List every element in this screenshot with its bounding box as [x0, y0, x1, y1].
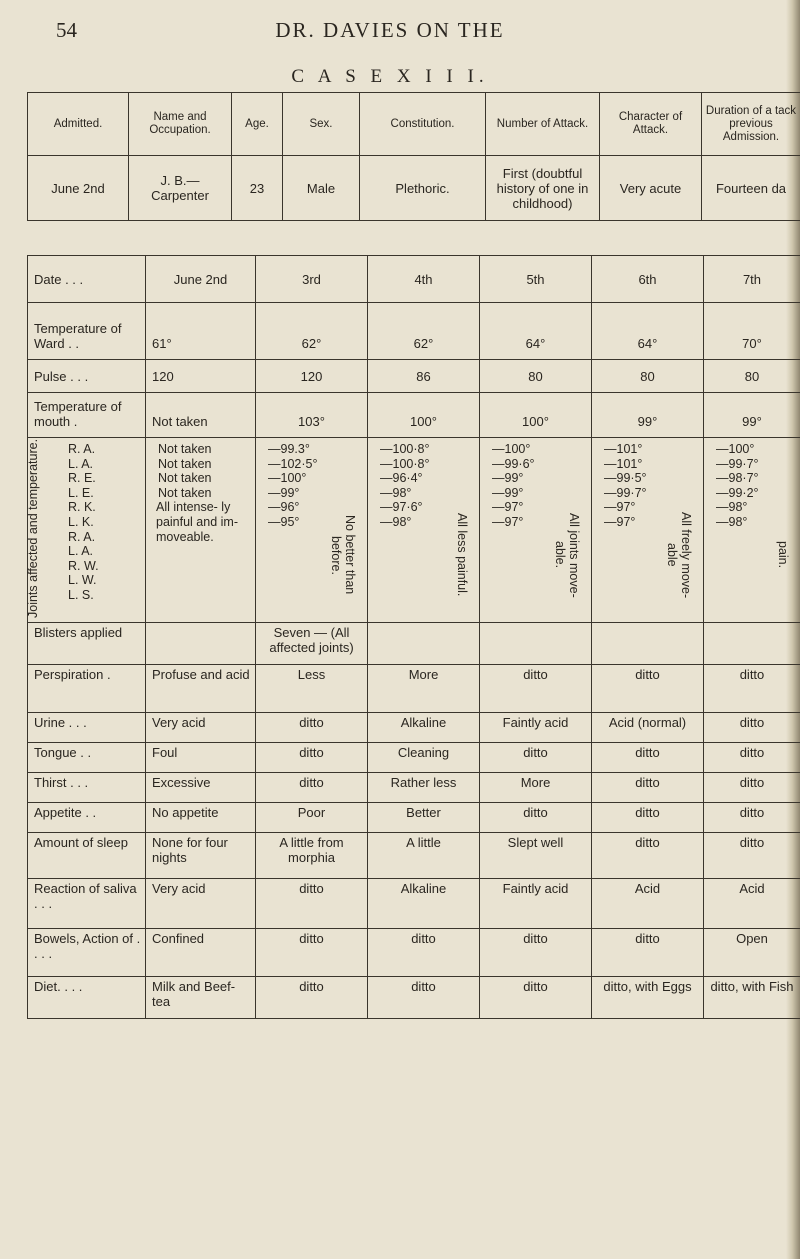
row-value	[368, 623, 480, 665]
joint-name: L. A.	[68, 456, 94, 471]
row-value: Less	[256, 665, 368, 713]
admission-header-cell: Sex.	[283, 93, 360, 156]
joint-name: L. W.	[68, 573, 97, 588]
row-value: ditto	[592, 803, 704, 833]
admission-value-cell: Male	[283, 156, 360, 221]
row-bowels-action-of	[28, 929, 800, 977]
admission-value-cell: First (doubtful history of one in childhood)	[486, 156, 600, 221]
row-value: ditto	[480, 977, 592, 1019]
row-value: 103°	[256, 393, 368, 438]
joint-temps	[716, 442, 759, 530]
joints-cell	[480, 438, 592, 623]
row-diet	[28, 977, 800, 1019]
row-value: ditto	[480, 929, 592, 977]
row-value: ditto	[704, 665, 800, 713]
row-value: ditto	[704, 773, 800, 803]
joint-temp: —96°	[268, 500, 300, 515]
row-label: Diet. . . .	[28, 977, 146, 1019]
admission-header-cell: Age.	[232, 93, 283, 156]
joint-name: R. E.	[68, 471, 96, 486]
row-value: Very acid	[146, 713, 256, 743]
row-value: Better	[368, 803, 480, 833]
admission-value-cell: J. B.— Carpenter	[129, 156, 232, 221]
row-appetite	[28, 803, 800, 833]
joint-name: R. K.	[68, 500, 96, 515]
joint-temps	[380, 442, 429, 530]
joint-temp: —99·2°	[716, 485, 759, 500]
joint-temp: —96·4°	[380, 471, 423, 486]
row-value: 120	[146, 360, 256, 393]
row-value: A little from morphia	[256, 833, 368, 879]
row-value: 61°	[146, 303, 256, 360]
row-label: Reaction of saliva . . .	[28, 879, 146, 929]
admission-header-row	[28, 93, 800, 156]
joints-cell	[256, 438, 368, 623]
row-tongue	[28, 743, 800, 773]
row-value: No appetite	[146, 803, 256, 833]
row-value: 120	[256, 360, 368, 393]
joints-row	[28, 438, 800, 623]
row-value: 80	[480, 360, 592, 393]
row-value: ditto	[256, 879, 368, 929]
joint-names	[68, 442, 99, 603]
date-cell: 7th	[704, 256, 800, 303]
row-value: ditto	[592, 833, 704, 879]
row-label: Urine . . .	[28, 713, 146, 743]
row-value: ditto	[592, 773, 704, 803]
row-value: Faintly acid	[480, 713, 592, 743]
admission-header-cell: Name and Occupation.	[129, 93, 232, 156]
row-value: 99°	[592, 393, 704, 438]
joint-temp: —97·6°	[380, 500, 423, 515]
joints-label-cell	[28, 438, 146, 623]
row-value: 62°	[368, 303, 480, 360]
joints-note: No better than before.	[329, 515, 357, 595]
observations-table	[27, 255, 800, 1019]
row-value: Foul	[146, 743, 256, 773]
joint-temp: —100·8°	[380, 442, 430, 456]
joint-temps	[492, 442, 535, 530]
row-value: 70°	[704, 303, 800, 360]
row-value: 62°	[256, 303, 368, 360]
joint-name: R. A.	[68, 442, 96, 456]
row-value: Alkaline	[368, 879, 480, 929]
admission-table	[27, 92, 800, 221]
joint-temp: —99°	[492, 485, 524, 500]
row-temperature-of-mouth	[28, 393, 800, 438]
row-value: ditto	[256, 773, 368, 803]
row-label: Pulse . . .	[28, 360, 146, 393]
joint-temp: —100·8°	[380, 456, 430, 471]
joint-temp: —99·7°	[716, 456, 759, 471]
joint-temp: Not taken	[158, 471, 212, 486]
joint-temp: Not taken	[158, 485, 212, 500]
row-value: Confined	[146, 929, 256, 977]
row-value: ditto	[704, 833, 800, 879]
admission-value-cell: Very acute	[600, 156, 702, 221]
date-row	[28, 256, 800, 303]
row-value: 80	[704, 360, 800, 393]
row-value: ditto	[592, 929, 704, 977]
joints-cell	[592, 438, 704, 623]
row-pulse	[28, 360, 800, 393]
joint-temp: —97°	[604, 514, 636, 529]
joints-cell	[368, 438, 480, 623]
row-value: Poor	[256, 803, 368, 833]
date-cell: 5th	[480, 256, 592, 303]
joint-name: R. W.	[68, 558, 99, 573]
row-label: Thirst . . .	[28, 773, 146, 803]
admission-value-cell: Plethoric.	[360, 156, 486, 221]
row-label: Amount of sleep	[28, 833, 146, 879]
row-value: ditto	[368, 929, 480, 977]
joint-temp: —98°	[716, 500, 748, 515]
date-cell: June 2nd	[146, 256, 256, 303]
row-label: Bowels, Action of . . . .	[28, 929, 146, 977]
row-value: 80	[592, 360, 704, 393]
row-label: Temperature of Ward . .	[28, 303, 146, 360]
row-value: Acid	[592, 879, 704, 929]
symptom-rows	[28, 623, 800, 1019]
row-value: ditto	[480, 743, 592, 773]
joint-temp: —99°	[492, 471, 524, 486]
row-value: ditto	[592, 743, 704, 773]
case-number: C A S E X I I I.	[291, 66, 489, 87]
joint-temp: —98°	[716, 514, 748, 529]
row-value: ditto, with Fish	[704, 977, 800, 1019]
joint-temp: Not taken	[158, 442, 212, 456]
joint-name: L. A.	[68, 544, 94, 559]
admission-header-cell: Number of Attack.	[486, 93, 600, 156]
row-value: Acid (normal)	[592, 713, 704, 743]
row-value: Very acid	[146, 879, 256, 929]
joint-name: L. E.	[68, 485, 94, 500]
joint-temp: —100°	[492, 442, 531, 456]
admission-value-cell: June 2nd	[28, 156, 129, 221]
row-label: Appetite . .	[28, 803, 146, 833]
joints-note: All joints move- able.	[553, 512, 581, 598]
row-value: None for four nights	[146, 833, 256, 879]
row-label: Tongue . .	[28, 743, 146, 773]
running-title: DR. DAVIES ON THE	[275, 18, 505, 42]
row-value: ditto	[592, 665, 704, 713]
row-label: Blisters applied	[28, 623, 146, 665]
row-perspiration	[28, 665, 800, 713]
row-value: 100°	[480, 393, 592, 438]
admission-header-cell: Duration of a tack previous Admission.	[702, 93, 800, 156]
row-value: Open	[704, 929, 800, 977]
row-value: ditto	[704, 803, 800, 833]
admission-header-cell: Admitted.	[28, 93, 129, 156]
row-value: ditto	[256, 977, 368, 1019]
row-reaction-of-saliva	[28, 879, 800, 929]
row-value: ditto, with Eggs	[592, 977, 704, 1019]
row-amount-of-sleep	[28, 833, 800, 879]
joint-temp: —97°	[492, 514, 524, 529]
row-value	[704, 623, 800, 665]
row-value: ditto	[256, 743, 368, 773]
row-value: ditto	[704, 743, 800, 773]
row-value: ditto	[480, 803, 592, 833]
joint-temp: —98°	[380, 514, 412, 529]
joint-temp: —99·7°	[604, 485, 647, 500]
row-value: Rather less	[368, 773, 480, 803]
date-cell: 3rd	[256, 256, 368, 303]
row-value	[592, 623, 704, 665]
row-value: Cleaning	[368, 743, 480, 773]
row-value: ditto	[256, 929, 368, 977]
joint-temp: —100°	[716, 442, 755, 456]
joint-temps	[268, 442, 317, 530]
row-value: 64°	[592, 303, 704, 360]
joint-temp: —95°	[268, 514, 300, 529]
row-value: ditto	[704, 713, 800, 743]
joint-temp: —100°	[268, 471, 307, 486]
joint-name: L. S.	[68, 587, 94, 602]
joint-temp: —98°	[380, 485, 412, 500]
row-value: 99°	[704, 393, 800, 438]
row-value: Alkaline	[368, 713, 480, 743]
joint-temp: —97°	[604, 500, 636, 515]
joints-note: All less painful.	[455, 513, 469, 597]
admission-value-cell: Fourteen da	[702, 156, 800, 221]
joints-cell	[146, 438, 256, 623]
joint-temp: —102·5°	[268, 456, 318, 471]
row-value: ditto	[368, 977, 480, 1019]
row-value: More	[480, 773, 592, 803]
date-label: Date . . .	[28, 256, 146, 303]
joints-cell	[704, 438, 800, 623]
row-value: Acid	[704, 879, 800, 929]
row-value: A little	[368, 833, 480, 879]
joint-temp: Not taken	[158, 456, 212, 471]
page-number: 54	[56, 18, 77, 42]
row-value: Milk and Beef-tea	[146, 977, 256, 1019]
vital-rows	[28, 303, 800, 438]
joint-name: L. K.	[68, 514, 94, 529]
row-value: Not taken	[146, 393, 256, 438]
joint-temp: —99·5°	[604, 471, 647, 486]
admission-value-row	[28, 156, 800, 221]
admission-header-cell: Constitution.	[360, 93, 486, 156]
row-temperature-of-ward	[28, 303, 800, 360]
joints-note: All intense- ly painful and im- moveable.	[156, 500, 238, 544]
joint-temps	[604, 442, 647, 530]
joint-temp: —97°	[492, 500, 524, 515]
admission-header-cell: Character of Attack.	[600, 93, 702, 156]
row-thirst	[28, 773, 800, 803]
row-value: Excessive	[146, 773, 256, 803]
joint-temp: —98·7°	[716, 471, 759, 486]
row-value: Slept well	[480, 833, 592, 879]
row-value: ditto	[480, 665, 592, 713]
row-urine	[28, 713, 800, 743]
joints-label: Joints affected and temperature.	[26, 438, 40, 618]
date-cell: 4th	[368, 256, 480, 303]
row-label: Temperature of mouth .	[28, 393, 146, 438]
row-value: More	[368, 665, 480, 713]
row-value: Faintly acid	[480, 879, 592, 929]
admission-value-cell: 23	[232, 156, 283, 221]
row-value: 64°	[480, 303, 592, 360]
row-value: 86	[368, 360, 480, 393]
joint-temp: —101°	[604, 442, 643, 456]
row-value: Seven — (All affected joints)	[256, 623, 368, 665]
joint-temps	[158, 442, 212, 500]
joint-temp: —99°	[268, 485, 300, 500]
row-blisters-applied	[28, 623, 800, 665]
joints-note: pain.	[776, 541, 790, 569]
joints-note: All freely move- able	[665, 511, 693, 599]
joint-temp: —99·6°	[492, 456, 535, 471]
row-value	[480, 623, 592, 665]
row-value	[146, 623, 256, 665]
joint-temp: —101°	[604, 456, 643, 471]
row-value: Profuse and acid	[146, 665, 256, 713]
joint-temp: —99.3°	[268, 442, 310, 456]
date-cell: 6th	[592, 256, 704, 303]
joint-name: R. A.	[68, 529, 96, 544]
row-value: 100°	[368, 393, 480, 438]
row-label: Perspiration .	[28, 665, 146, 713]
row-value: ditto	[256, 713, 368, 743]
